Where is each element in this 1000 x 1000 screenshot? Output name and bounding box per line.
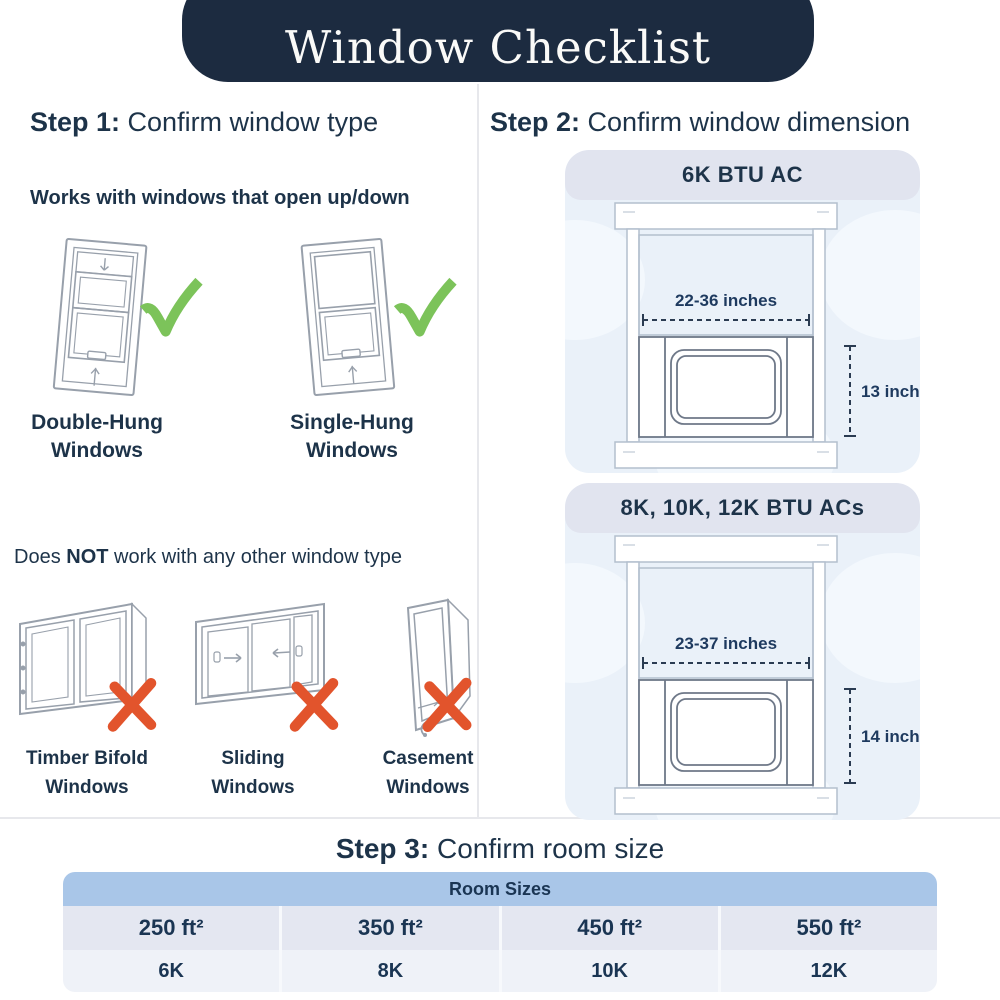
height-dimension-label: 14 inches <box>861 727 939 746</box>
step3-heading-bold: Step 3: <box>335 833 430 864</box>
ac-card-8k-12k-header: 8K, 10K, 12K BTU ACs <box>565 483 920 533</box>
window-dimension-diagram-8k-12k <box>565 533 939 820</box>
cross-icon <box>288 676 340 732</box>
sliding-label: Sliding Windows <box>211 748 295 798</box>
cross-icon <box>420 676 474 732</box>
check-icon <box>136 274 208 346</box>
casement-label: Casement Windows <box>382 748 474 798</box>
room-size-table <box>63 872 937 992</box>
step2-heading-rest: Confirm window dimension <box>580 107 911 137</box>
ac-card-6k <box>565 150 939 473</box>
timber-bifold-label: Timber Bifold Windows <box>25 748 149 798</box>
room-size-cell: 450 ft² <box>502 906 721 950</box>
step2-heading <box>490 107 910 138</box>
width-dimension-label: 22-36 inches <box>674 291 778 310</box>
step3-heading <box>0 833 1000 865</box>
step2-heading-bold: Step 2: <box>490 107 581 137</box>
title-banner <box>182 0 814 82</box>
ac-card-8k-12k <box>565 483 939 820</box>
btu-cell: 6K <box>63 950 282 992</box>
step1-heading <box>30 107 378 138</box>
btu-row <box>63 950 937 992</box>
room-size-cell: 350 ft² <box>282 906 501 950</box>
btu-cell: 10K <box>502 950 721 992</box>
window-dimension-diagram-6k <box>565 200 939 473</box>
room-table-header: Room Sizes <box>63 872 937 906</box>
works-note: Works with windows that open up/down <box>30 187 410 209</box>
step1-heading-rest: Confirm window type <box>120 107 379 137</box>
btu-cell: 12K <box>810 959 848 982</box>
room-sizes-row <box>63 906 937 950</box>
height-dimension-label: 13 inches <box>861 382 939 401</box>
step3-heading-rest: Confirm room size <box>429 833 665 864</box>
ac-card-6k-header: 6K BTU AC <box>565 150 920 200</box>
single-hung-window-icon <box>300 236 396 400</box>
room-size-cell: 250 ft² <box>63 906 282 950</box>
cross-icon <box>106 676 158 732</box>
column-divider <box>477 84 479 817</box>
single-hung-label: Single-Hung Windows <box>290 411 414 462</box>
not-note: Does NOT work with any other window type <box>14 546 402 568</box>
step1-heading-bold: Step 1: <box>30 107 121 137</box>
btu-cell: 8K <box>282 950 501 992</box>
double-hung-label: Double-Hung Windows <box>31 411 163 462</box>
page-title: Window Checklist <box>284 21 712 74</box>
check-icon <box>390 274 462 346</box>
width-dimension-label: 23-37 inches <box>674 634 778 653</box>
room-size-cell: 550 ft² <box>796 915 862 940</box>
